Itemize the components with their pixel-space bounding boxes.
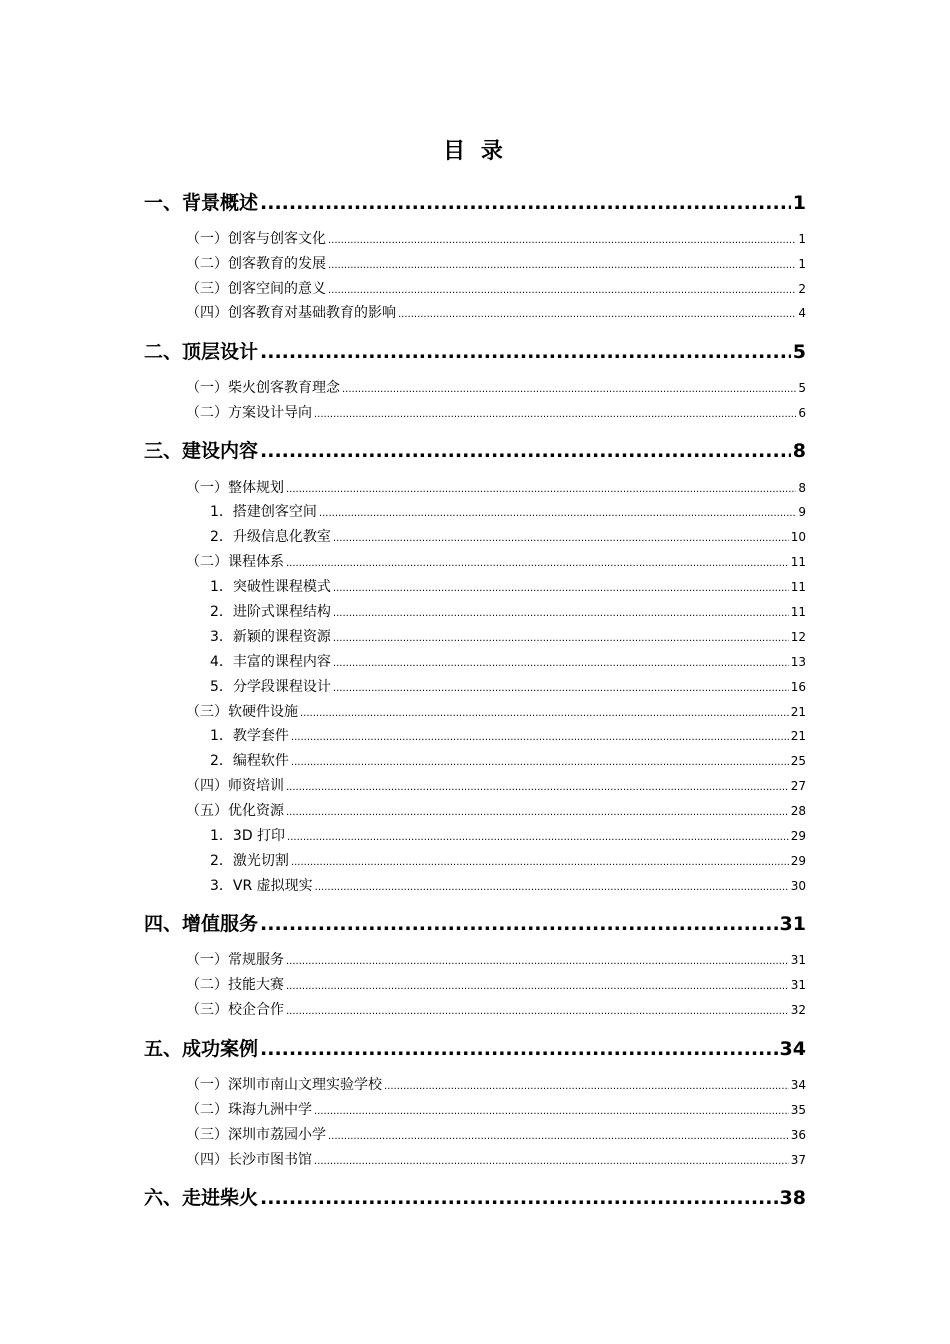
toc-entry-label: （三）软硬件设施 (186, 704, 298, 720)
toc-leader-dots (384, 1081, 789, 1092)
toc-subsection-entry[interactable] (210, 875, 806, 895)
toc-leader-dots (286, 956, 789, 967)
toc-entry-label: 3．新颖的课程资源 (210, 629, 331, 645)
toc-page-number: 21 (790, 729, 806, 743)
toc-page-number: 5 (798, 381, 806, 395)
toc-subsection-entry[interactable] (210, 676, 806, 696)
toc-leader-dots (286, 1006, 789, 1017)
toc-section-entry[interactable] (186, 377, 806, 397)
toc-leader-dots (260, 913, 778, 935)
toc-section-entry[interactable] (186, 302, 806, 322)
toc-leader-dots (260, 192, 791, 214)
toc-leader-dots (314, 1156, 789, 1167)
toc-entry-label: 5．分学段课程设计 (210, 679, 331, 695)
toc-section-entry[interactable] (186, 800, 806, 820)
toc-subsection-entry[interactable] (210, 825, 806, 845)
toc-page-number: 1 (798, 257, 806, 271)
toc-leader-dots (286, 981, 789, 992)
toc-leader-dots (260, 1038, 778, 1060)
toc-page-number: 29 (790, 854, 806, 868)
toc-chapter-entry[interactable] (144, 1034, 806, 1060)
toc-section-entry[interactable] (186, 1074, 806, 1094)
toc-leader-dots (286, 807, 789, 818)
toc-leader-dots (319, 508, 796, 519)
toc-leader-dots (291, 857, 789, 868)
toc-entry-label: 1．突破性课程模式 (210, 579, 331, 595)
toc-leader-dots (333, 533, 789, 544)
toc-leader-dots (287, 832, 789, 843)
toc-section-entry[interactable] (186, 974, 806, 994)
toc-entry-label: （二）课程体系 (186, 554, 284, 570)
toc-section-entry[interactable] (186, 1099, 806, 1119)
toc-subsection-entry[interactable] (210, 651, 806, 671)
toc-entry-label: （一）整体规划 (186, 480, 284, 496)
toc-chapter-entry[interactable] (144, 188, 806, 214)
toc-section-entry[interactable] (186, 402, 806, 422)
toc-page-number: 30 (790, 879, 806, 893)
toc-page-number: 25 (790, 754, 806, 768)
toc-leader-dots (314, 1106, 789, 1117)
toc-leader-dots (314, 409, 796, 420)
toc-page-number: 37 (790, 1153, 806, 1167)
toc-entry-label: （三）深圳市荔园小学 (186, 1127, 326, 1143)
toc-entry-label: （五）优化资源 (186, 803, 284, 819)
toc-entry-label: （三）创客空间的意义 (186, 281, 326, 297)
toc-entry-label: （三）校企合作 (186, 1002, 284, 1018)
toc-leader-dots (260, 440, 791, 462)
toc-page-number: 16 (790, 680, 806, 694)
toc-entry-label: 4．丰富的课程内容 (210, 654, 331, 670)
toc-leader-dots (260, 341, 791, 363)
toc-title: 目 录 (443, 139, 507, 164)
toc-leader-dots (291, 757, 789, 768)
toc-entry-label: （一）柴火创客教育理念 (186, 380, 340, 396)
toc-section-entry[interactable] (186, 775, 806, 795)
toc-leader-dots (333, 658, 789, 669)
toc-page-number: 32 (790, 1003, 806, 1017)
toc-subsection-entry[interactable] (210, 750, 806, 770)
toc-chapter-entry[interactable] (144, 337, 806, 363)
toc-leader-dots (328, 235, 796, 246)
toc-page-number: 4 (798, 306, 806, 320)
toc-page-number: 21 (790, 705, 806, 719)
toc-entry-label: 2．编程软件 (210, 753, 289, 769)
toc-page-number: 13 (790, 655, 806, 669)
toc-leader-dots (333, 683, 789, 694)
toc-section-entry[interactable] (186, 701, 806, 721)
toc-page-number: 31 (790, 978, 806, 992)
toc-page-number: 34 (779, 1038, 806, 1060)
toc-entry-label: （二）方案设计导向 (186, 405, 312, 421)
toc-page-number: 27 (790, 779, 806, 793)
toc-entry-label: （二）创客教育的发展 (186, 256, 326, 272)
toc-leader-dots (342, 384, 796, 395)
toc-entry-label: 2．升级信息化教室 (210, 529, 331, 545)
toc-entry-label: 六、走进柴火 (144, 1187, 259, 1209)
toc-entry-label: 1．教学套件 (210, 728, 289, 744)
toc-entry-label: （二）技能大赛 (186, 977, 284, 993)
toc-page-number: 2 (798, 282, 806, 296)
toc-entry-label: （四）师资培训 (186, 778, 284, 794)
toc-leader-dots (286, 782, 789, 793)
toc-entry-label: （一）深圳市南山文理实验学校 (186, 1077, 382, 1093)
toc-page-number: 1 (798, 232, 806, 246)
toc-entry-label: 1．搭建创客空间 (210, 504, 317, 520)
toc-leader-dots (333, 608, 789, 619)
toc-page-number: 10 (790, 530, 806, 544)
toc-leader-dots (315, 882, 789, 893)
toc-entry-label: 3．VR 虚拟现实 (210, 878, 313, 894)
toc-subsection-entry[interactable] (210, 725, 806, 745)
toc-leader-dots (328, 285, 796, 296)
toc-page-number: 38 (779, 1187, 806, 1209)
toc-entry-label: 三、建设内容 (144, 440, 259, 462)
toc-chapter-entry[interactable] (144, 436, 806, 462)
toc-page-number: 35 (790, 1103, 806, 1117)
toc-leader-dots (300, 708, 789, 719)
toc-leader-dots (328, 260, 796, 271)
toc-leader-dots (333, 583, 789, 594)
toc-page-number: 34 (790, 1078, 806, 1092)
toc-entry-label: 2．激光切割 (210, 853, 289, 869)
toc-page-number: 8 (798, 481, 806, 495)
toc-entry-label: （四）长沙市图书馆 (186, 1152, 312, 1168)
toc-page-number: 28 (790, 804, 806, 818)
toc-leader-dots (328, 1131, 789, 1142)
toc-section-entry[interactable] (186, 551, 806, 571)
toc-entry-label: （一）常规服务 (186, 952, 284, 968)
toc-leader-dots (291, 732, 789, 743)
toc-section-entry[interactable] (186, 999, 806, 1019)
toc-entry-label: 二、顶层设计 (144, 341, 259, 363)
toc-page-number: 8 (792, 440, 806, 462)
toc-section-entry[interactable] (186, 228, 806, 248)
toc-leader-dots (333, 633, 789, 644)
toc-section-entry[interactable] (186, 1124, 806, 1144)
toc-entry-label: （一）创客与创客文化 (186, 231, 326, 247)
toc-subsection-entry[interactable] (210, 501, 806, 521)
toc-section-entry[interactable] (186, 477, 806, 497)
toc-page-number: 5 (792, 341, 806, 363)
toc-page-number: 1 (792, 192, 806, 214)
toc-page-number: 11 (790, 580, 806, 594)
toc-entry-label: （四）创客教育对基础教育的影响 (186, 305, 396, 321)
toc-subsection-entry[interactable] (210, 626, 806, 646)
toc-subsection-entry[interactable] (210, 576, 806, 596)
toc-page-number: 12 (790, 630, 806, 644)
toc-page-number: 31 (790, 953, 806, 967)
toc-entry-label: 2．进阶式课程结构 (210, 604, 331, 620)
toc-leader-dots (398, 309, 796, 320)
toc-chapter-entry[interactable] (144, 909, 806, 935)
toc-subsection-entry[interactable] (210, 601, 806, 621)
toc-subsection-entry[interactable] (210, 526, 806, 546)
toc-page-number: 9 (798, 505, 806, 519)
toc-entry-label: 五、成功案例 (144, 1038, 259, 1060)
toc-page-number: 11 (790, 605, 806, 619)
toc-section-entry[interactable] (186, 949, 806, 969)
toc-entry-label: 1．3D 打印 (210, 828, 286, 844)
toc-page-number: 11 (790, 555, 806, 569)
toc-section-entry[interactable] (186, 1149, 806, 1169)
toc-section-entry[interactable] (186, 253, 806, 273)
toc-entry-label: 一、背景概述 (144, 192, 259, 214)
toc-leader-dots (286, 484, 796, 495)
toc-leader-dots (286, 558, 789, 569)
toc-section-entry[interactable] (186, 278, 806, 298)
toc-chapter-entry[interactable] (144, 1183, 806, 1209)
toc-entry-label: （二）珠海九洲中学 (186, 1102, 312, 1118)
toc-entry-label: 四、增值服务 (144, 913, 259, 935)
toc-page-number: 31 (779, 913, 806, 935)
toc-subsection-entry[interactable] (210, 850, 806, 870)
toc-leader-dots (260, 1187, 778, 1209)
toc-page-number: 6 (798, 406, 806, 420)
toc-page-number: 36 (790, 1128, 806, 1142)
toc-page-number: 29 (790, 829, 806, 843)
